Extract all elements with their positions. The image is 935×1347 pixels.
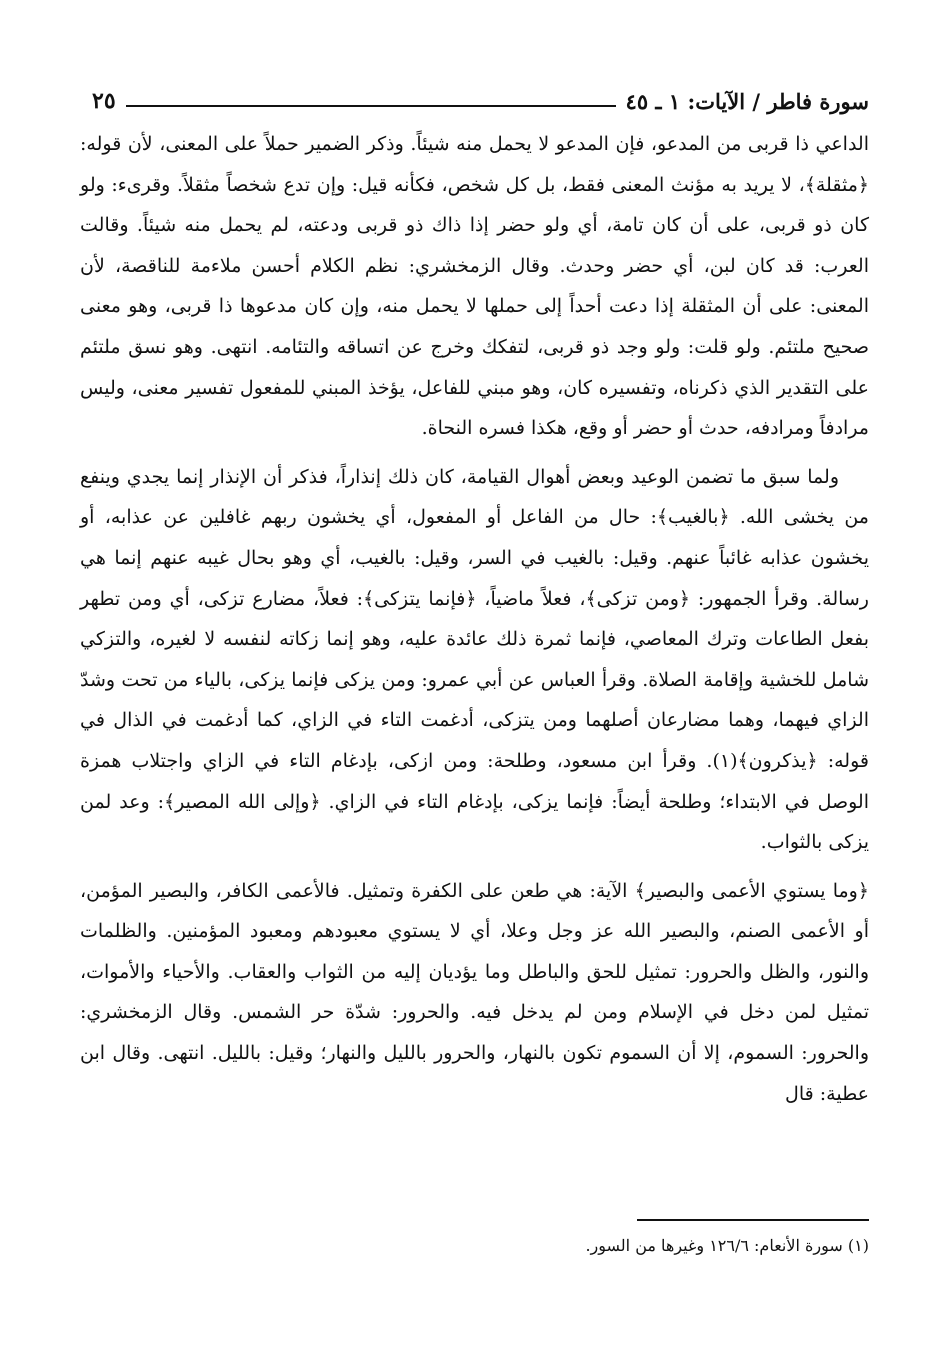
paragraph-2: ولما سبق ما تضمن الوعيد وبعض أهوال القيامة، كان ذلك إنذاراً، فذكر أن الإنذار إنما يجدي وينفع من يخشى الله. ﴿بالغيب﴾: حال من الفاعل أو المفعول، أي يخشون ربهم غافلين عن عذابه، أو يخشون عذابه غائباً عنهم. وقيل: بالغيب في السر، وقيل: بالغيب، أي وهو بحال غيبه عنهم إنما هي رسالة. وقرأ الجمهور: ﴿ومن تزكى﴾، فعلاً ماضياً، ﴿فإنما يتزكى﴾: فعلاً، مضارع تزكى، أي ومن تطهر بفعل الطاعات وترك المعاصي، فإنما ثمرة ذلك عائدة عليه، وهو إنما زكاته لنفسه لا لغيره، والتزكي شامل للخشية وإقامة الصلاة. وقرأ العباس عن أبي عمرو: ومن يزكى فإنما يزكى، بالياء من تحت وشدّ الزاي فيهما، وهما مضارعان أصلهما ومن يتزكى، أدغمت التاء في الزاي، كما أدغمت في الذال في قوله: ﴿يذكرون﴾(١). وقرأ ابن مسعود، وطلحة: ومن ازكى، بإدغام التاء في الزاي واجتلاب همزة الوصل في الابتداء؛ وطلحة أيضاً: فإنما يزكى، بإدغام التاء في الزاي. ﴿وإلى الله المصير﴾: وعد لمن يزكى بالثواب. <box>80 465 869 854</box>
footnote-rule <box>637 1219 869 1221</box>
paragraph-1: الداعي ذا قربى من المدعو، فإن المدعو لا يحمل منه شيئاً. وذكر الضمير حملاً على المعنى، لأن قوله: ﴿مثقلة﴾، لا يريد به مؤنث المعنى فقط، بل كل شخص، فكأنه قيل: وإن تدع شخصاً مثقلاً. وقرىء: ولو كان ذو قربى، على أن كان تامة، أي ولو حضر إذا ذاك ذو قربى ودعته، لم يحمل منه شيئاً. وقالت العرب: قد كان لبن، أي حضر وحدث. وقال الزمخشري: نظم الكلام أحسن ملاءمة للناقصة، لأن المعنى: على أن المثقلة إذا دعت أحداً إلى حملها لا يحمل منه، وإن كان مدعوها ذا قربى، وهو معنى صحيح ملتئم. ولو قلت: ولو وجد ذو قربى، لتفكك وخرج عن اتساقه والتئامه. انتهى. وهو نسق ملتئم على التقدير الذي ذكرناه، وتفسيره كان، وهو مبني للفاعل، يؤخذ المبني للمفعول تفسير معنى، وليس مرادفاً ومرادفه، حدث أو حضر أو وقع، هكذا فسره النحاة. <box>80 133 869 440</box>
footnote: (١) سورة الأنعام: ١٢٦/٦ وغيرها من السور. <box>585 1236 869 1255</box>
header-rule <box>126 105 616 107</box>
page-header <box>92 84 869 118</box>
running-title: سورة فاطر / الآيات: ١ ـ ٤٥ <box>625 88 869 114</box>
page-number: ٢٥ <box>92 88 116 114</box>
paragraph-3: ﴿وما يستوي الأعمى والبصير﴾ الآية: هي طعن على الكفرة وتمثيل. فالأعمى الكافر، والبصير المؤمن، أو الأعمى الصنم، والبصير الله عز وجل وعلا، أي لا يستوي معبودهم ومعبود المؤمنين. والظلمات والنور، والظل والحرور: تمثيل للحق والباطل وما يؤديان إليه من الثواب والعقاب. والأحياء والأموات، تمثيل لمن دخل في الإسلام ومن لم يدخل فيه. والحرور: شدّة حر الشمس. وقال الزمخشري: والحرور: السموم، إلا أن السموم تكون بالنهار، والحرور بالليل والنهار؛ وقيل: بالليل. انتهى. وقال ابن عطية: قال <box>80 879 870 1105</box>
main-text <box>80 124 869 1114</box>
